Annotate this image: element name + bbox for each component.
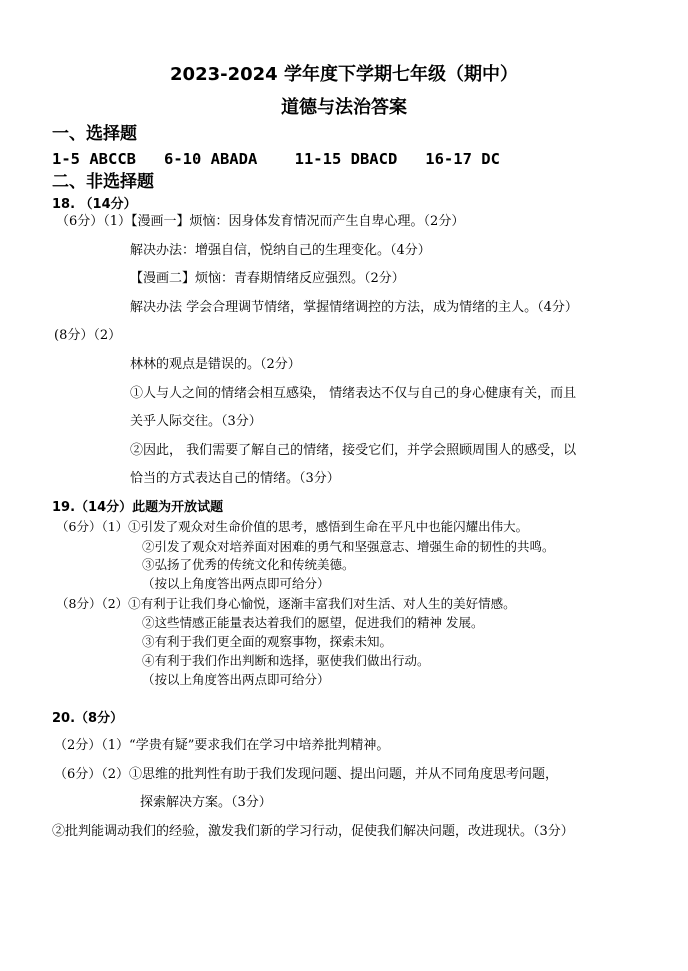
q19-line-8: ④有利于我们作出判断和选择，驱使我们做出行动。	[142, 653, 430, 668]
title-line-1: 2023-2024 学年度下学期七年级（期中）	[170, 64, 518, 85]
section-2-heading: 二、非选择题	[52, 172, 154, 192]
q18-line-4: 解决办法 学会合理调节情绪，掌握情绪调控的方法，成为情绪的主人。（4分）	[130, 300, 578, 315]
q19-line-5: （8分）（2）①有利于让我们身心愉悦，逐渐丰富我们对生活、对人生的美好情感。	[56, 596, 516, 611]
q19-line-9: （按以上角度答出两点即可给分）	[142, 672, 330, 687]
q18-header: 18. （14分）	[52, 197, 137, 212]
q20-line-3: 探索解决方案。（3分）	[140, 795, 272, 810]
title-line-2: 道德与法治答案	[281, 97, 407, 118]
section-1-heading: 一、选择题	[52, 124, 137, 144]
q20-line-1: （2分）（1）“学贵有疑”要求我们在学习中培养批判精神。	[54, 738, 390, 753]
q18-line-7: ①人与人之间的情绪会相互感染， 情绪表达不仅与自己的身心健康有关，而且	[130, 386, 577, 401]
q18-line-3: 【漫画二】烦恼：青春期情绪反应强烈。（2分）	[130, 271, 405, 286]
q20-header: 20.（8分）	[52, 711, 124, 726]
q20-line-4: ②批判能调动我们的经验，激发我们新的学习行动，促使我们解决问题，改进现状。（3分）	[52, 824, 574, 839]
q19-line-2: ②引发了观众对培养面对困难的勇气和坚强意志、增强生命的韧性的共鸣。	[142, 539, 555, 554]
q19-line-6: ②这些情感正能量表达着我们的愿望，促进我们的精神 发展。	[142, 615, 484, 630]
q18-line-8: 关乎人际交往。（3分）	[130, 414, 262, 429]
q18-line-2: 解决办法：增强自信，悦纳自己的生理变化。（4分）	[130, 243, 431, 258]
q18-line-10: 恰当的方式表达自己的情绪。（3分）	[130, 471, 340, 486]
q18-line-1: （6分）（1）【漫画一】烦恼：因身体发育情况而产生自卑心理。（2分）	[56, 214, 465, 229]
choice-answers: 1-5 ABCCB 6-10 ABADA 11-15 DBACD 16-17 DC	[52, 150, 500, 168]
q19-line-4: （按以上角度答出两点即可给分）	[142, 576, 330, 591]
q18-line-9: ②因此， 我们需要了解自己的情绪，接受它们，并学会照顾周围人的感受，以	[130, 443, 577, 458]
q18-line-6: 林林的观点是错误的。（2分）	[130, 357, 301, 372]
q19-header: 19.（14分）此题为开放试题	[52, 500, 224, 515]
q19-line-7: ③有利于我们更全面的观察事物，探索未知。	[142, 634, 393, 649]
q18-line-5: (8分）（2）	[54, 328, 122, 343]
q19-line-3: ③弘扬了优秀的传统文化和传统美德。	[142, 557, 355, 572]
q20-line-2: （6分）（2）①思维的批判性有助于我们发现问题、提出问题，并从不同角度思考问题，	[54, 767, 559, 782]
q19-line-1: （6分）（1）①引发了观众对生命价值的思考，感悟到生命在平凡中也能闪耀出伟大。	[56, 519, 529, 534]
